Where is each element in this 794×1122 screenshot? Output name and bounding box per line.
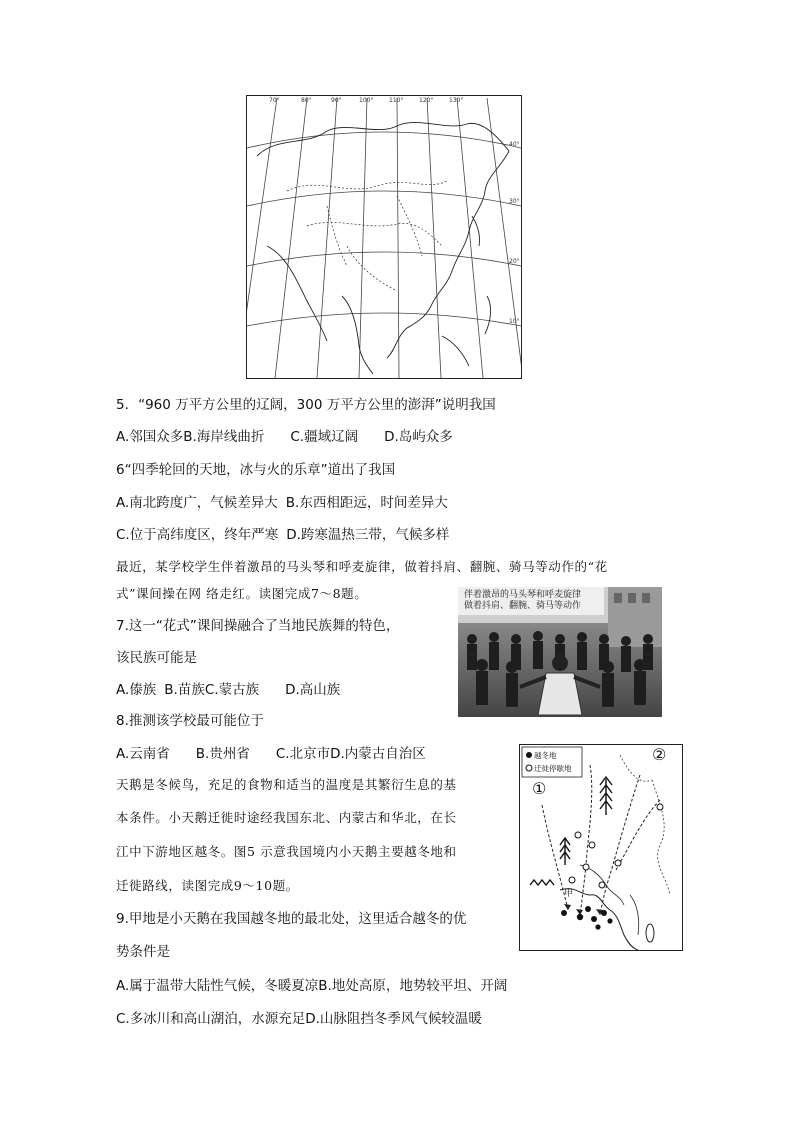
q5-option-b[interactable]: B.海岸线曲折 <box>183 429 265 445</box>
q9-option-b[interactable]: B.地处高原，地势较平坦、开阔 <box>318 978 508 994</box>
photo-caption-line2: 做着抖肩、翻腕、骑马等动作 <box>464 601 582 611</box>
q7-option-d[interactable]: D.高山族 <box>285 682 341 698</box>
q6-option-c[interactable]: C.位于高纬度区，终年严寒 <box>116 527 279 543</box>
asia-map-figure <box>246 95 522 379</box>
q9-options-row2 <box>116 1010 482 1028</box>
photo-caption-line1: 伴着激昂的马头琴和呼麦旋律 <box>464 590 582 600</box>
q5-option-a[interactable]: A.邻国众多 <box>116 429 184 445</box>
q7-option-a[interactable]: A.傣族 <box>116 682 157 698</box>
q6-options-row1 <box>116 494 448 512</box>
q6-option-a[interactable]: A.南北跨度广，气候差异大 <box>116 495 278 511</box>
intro-9-10-line3: 江中下游地区越冬。图5 示意我国境内小天鹅主要越冬地和 <box>116 844 457 859</box>
lon-label-100: 100° <box>359 97 374 104</box>
legend-stopover-marker <box>526 765 532 771</box>
dance-photo <box>458 587 662 717</box>
asia-map <box>247 96 521 378</box>
q8-options <box>116 745 426 763</box>
route-1-label: ① <box>532 779 547 798</box>
intro-9-10-line2: 本条件。小天鹅迁徙时途经我国东北、内蒙古和华北，在长 <box>116 810 457 825</box>
swan-map-drawing <box>520 745 682 950</box>
jia-label: 甲 <box>564 889 574 899</box>
q8-option-c[interactable]: C.北京市 <box>275 746 331 762</box>
q5-stem: 5．“960 万平方公里的辽阔，300 万平方公里的澎湃”说明我国 <box>116 397 496 413</box>
legend-stopover-label: 迁徙停歇地 <box>534 764 572 773</box>
q5-option-c[interactable]: C.疆域辽阔 <box>290 429 359 445</box>
lon-label-110: 110° <box>389 97 404 104</box>
q8-option-d[interactable]: D.内蒙古自治区 <box>330 746 426 762</box>
intro-9-10-line1: 天鹅是冬候鸟，充足的食物和适当的温度是其繁衍生息的基 <box>116 777 457 792</box>
q6-stem: 6“四季轮回的天地，冰与火的乐章”道出了我国 <box>116 462 396 478</box>
q6-option-b[interactable]: B.东西相距远，时间差异大 <box>285 495 448 511</box>
lat-label-30: 30° <box>509 198 520 205</box>
q9-options-row1 <box>116 977 507 995</box>
q9-stem-line2: 势条件是 <box>116 944 170 960</box>
q7-option-c[interactable]: C.蒙古族 <box>204 682 260 698</box>
intro-7-8-line1: 最近，某学校学生伴着激昂的马头琴和呼麦旋律，做着抖肩、翻腕、骑马等动作的“花 <box>116 559 608 574</box>
swan-migration-map <box>519 744 683 951</box>
q9-stem-line1: 9.甲地是小天鹅在我国越冬地的最北处，这里适合越冬的优 <box>116 911 467 927</box>
q9-option-a[interactable]: A.属于温带大陆性气候，冬暖夏凉 <box>116 978 319 994</box>
lat-label-20: 20° <box>509 258 520 265</box>
lon-label-70: 70° <box>269 97 280 104</box>
route-2-label: ② <box>652 745 667 764</box>
legend-winter-label: 越冬地 <box>534 751 557 760</box>
lat-label-40: 40° <box>509 141 520 148</box>
borders <box>287 181 447 291</box>
lon-label-90: 90° <box>331 97 342 104</box>
q8-option-a[interactable]: A.云南省 <box>116 746 170 762</box>
q6-option-d[interactable]: D.跨寒温热三带，气候多样 <box>286 527 450 543</box>
q8-stem: 8.推测该学校最可能位于 <box>116 713 264 729</box>
lat-label-10: 10° <box>509 318 520 325</box>
q5-options <box>116 428 453 446</box>
q5-option-d[interactable]: D.岛屿众多 <box>384 429 453 445</box>
q7-stem-line2: 该民族可能是 <box>116 650 197 666</box>
q7-stem-line1: 7.这一“花式”课间操融合了当地民族舞的特色， <box>116 618 400 634</box>
q6-options-row2 <box>116 526 449 544</box>
q9-option-c[interactable]: C.多冰川和高山湖泊，水源充足 <box>116 1011 306 1027</box>
legend-winter-marker <box>526 752 532 758</box>
q8-option-b[interactable]: B.贵州省 <box>195 746 250 762</box>
intro-9-10-line4: 迁徙路线，读图完成9～10题。 <box>116 878 299 893</box>
lon-label-80: 80° <box>301 97 312 104</box>
q9-option-d[interactable]: D.山脉阻挡冬季风气候较温暖 <box>305 1011 482 1027</box>
graticule-parallels <box>247 132 521 326</box>
lon-label-120: 120° <box>419 97 434 104</box>
lon-label-130: 130° <box>449 97 464 104</box>
q7-options <box>116 681 340 699</box>
intro-7-8-line2: 式”课间操在网 络走红。读图完成7～8题。 <box>116 586 368 601</box>
q7-option-b[interactable]: B.苗族 <box>164 682 205 698</box>
